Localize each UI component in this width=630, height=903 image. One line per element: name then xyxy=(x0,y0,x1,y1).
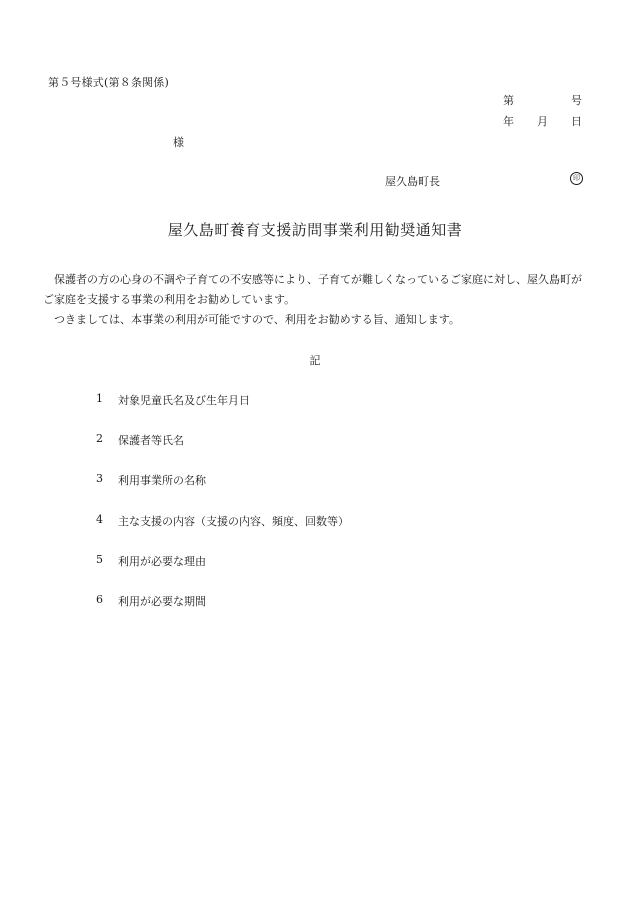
date-month-label: 月 xyxy=(537,115,548,128)
date-year-label: 年 xyxy=(503,115,514,128)
form-number-label: 第５号様式(第８条関係) xyxy=(48,76,169,89)
list-item xyxy=(96,392,349,432)
item-label: 利用が必要な理由 xyxy=(118,554,206,568)
item-number: 3 xyxy=(96,472,103,486)
date-day-label: 日 xyxy=(571,115,582,128)
item-list xyxy=(96,392,349,633)
item-label: 利用事業所の名称 xyxy=(118,474,206,488)
addressee-honorific: 様 xyxy=(173,136,184,149)
body-paragraph: つきましては、本事業の利用が可能ですので、利用をお勧めする旨、通知します。 xyxy=(54,313,460,326)
item-number: 1 xyxy=(96,392,103,405)
document-title: 屋久島町養育支援訪問事業利用勧奨通知書 xyxy=(167,221,463,239)
list-item xyxy=(96,432,349,472)
issuer-name: 屋久島町長 xyxy=(385,175,440,188)
item-label: 主な支援の内容（支援の内容、頻度、回数等） xyxy=(118,514,349,528)
item-number: 6 xyxy=(96,592,103,606)
item-label: 利用が必要な期間 xyxy=(118,594,206,608)
item-label: 保護者等氏名 xyxy=(118,434,184,448)
document-number-suffix: 号 xyxy=(571,94,582,107)
item-label: 対象児童氏名及び生年月日 xyxy=(118,394,250,407)
list-item xyxy=(96,472,349,512)
item-number: 4 xyxy=(96,512,103,526)
list-item xyxy=(96,593,349,633)
body-text xyxy=(43,270,583,330)
seal-mark-icon: 印 xyxy=(570,172,583,185)
ki-heading: 記 xyxy=(309,354,321,367)
list-item xyxy=(96,513,349,553)
item-number: 2 xyxy=(96,432,103,446)
document-number-prefix: 第 xyxy=(503,94,514,107)
body-paragraph: 保護者の方の心身の不調や子育ての不安感等により、子育てが難しくなっているご家庭に対し、屋久島町がご家庭を支援する事業の利用をお勧めしています。 xyxy=(43,273,582,306)
item-number: 5 xyxy=(96,552,103,566)
list-item xyxy=(96,553,349,593)
